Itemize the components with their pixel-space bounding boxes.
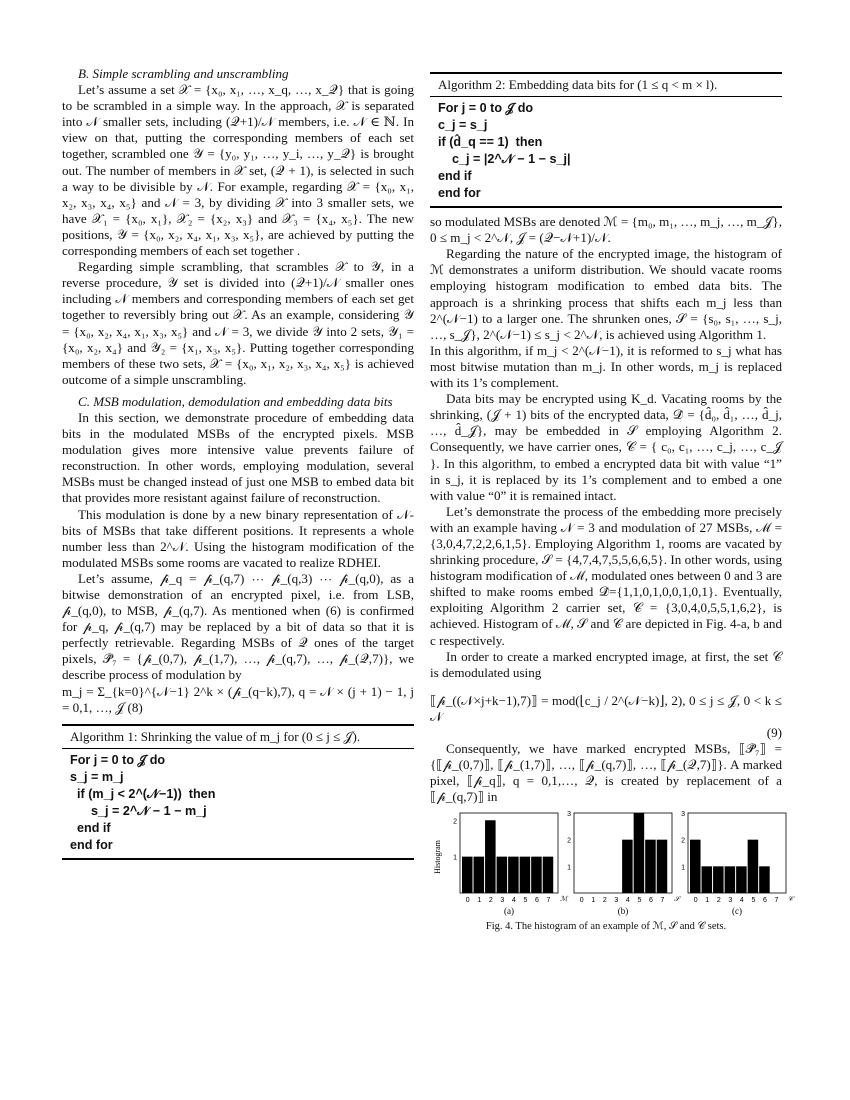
algo-line: For j = 0 to 𝒥 do bbox=[70, 752, 166, 767]
histogram-bar bbox=[485, 821, 496, 894]
y-tick-label: 1 bbox=[681, 864, 685, 872]
histogram-bar bbox=[759, 867, 770, 894]
x-tick-label: 0 bbox=[465, 897, 470, 905]
x-tick-label: 4 bbox=[739, 897, 744, 905]
x-tick-label: 0 bbox=[579, 897, 584, 905]
paragraph: In this algorithm, if m_j < 2^(𝒩−1), it is reformed to s_j what has most bitwise mutation than m_j. In other words, m_j is replaced with its 1’s complement. bbox=[430, 342, 782, 391]
right-column bbox=[430, 72, 794, 936]
y-tick-label: 1 bbox=[567, 864, 571, 872]
paragraph: Consequently, we have marked encrypted MSBs, ⟦𝒫̂₇⟧ = {⟦𝓅̂_(0,7)⟧, ⟦𝓅̂_(1,7)⟧, …, ⟦𝓅̂_(q,7)⟧, …, ⟦𝓅̂_(𝒬,7)⟧}. A marked pixel, ⟦𝓅̂_q⟧, q = 0,1,…, 𝒬, is created by replacement of a ⟦𝓅̂_(q,7)⟧ in bbox=[430, 741, 782, 805]
x-tick-label: 3 bbox=[728, 897, 733, 905]
x-tick-label: 2 bbox=[602, 897, 607, 905]
algorithm-1 bbox=[62, 724, 414, 860]
histogram-bar bbox=[543, 857, 554, 893]
histogram-bar bbox=[497, 857, 508, 893]
algo-line: c_j = s_j bbox=[438, 118, 488, 133]
histogram-bar bbox=[645, 840, 656, 893]
histogram-bar bbox=[713, 867, 724, 894]
x-tick-label: 2 bbox=[488, 897, 493, 905]
histogram-bar bbox=[690, 840, 701, 893]
algo-line: end if bbox=[438, 169, 472, 184]
x-tick-label: 3 bbox=[500, 897, 505, 905]
histogram-bar bbox=[702, 867, 713, 894]
panel-label: (a) bbox=[504, 906, 514, 917]
histogram-bar bbox=[634, 813, 645, 893]
equation-9-number: (9) bbox=[766, 725, 782, 740]
algorithm-2-body bbox=[430, 97, 782, 206]
paragraph: In this section, we demonstrate procedure of embedding data bits in the modulated MSBs of the encrypted pixels. MSB modulation gives more intensive value prevents failure of reconstruction. In other words, employing modulation, several MSBs must be changed instead of just one MSB to embed data bit that provides more resistant against failure of reconstruction. bbox=[62, 409, 414, 506]
x-tick-label: 4 bbox=[625, 897, 630, 905]
algo-line: For j = 0 to 𝒥 do bbox=[438, 101, 534, 116]
algorithm-1-body bbox=[62, 749, 414, 858]
histogram-bar bbox=[736, 867, 747, 894]
paragraph: Regarding the nature of the encrypted image, the histogram of ℳ demonstrates a uniform distribution. We should vacate rooms employing histogram modification to embed data bits. The approach is a shrinking process that shifts each m_j less than 2^(𝒩−1) to a larger one. The shrunken ones, 𝒮 = {s₀, s₁, …, s_j, …, s_𝒥}, 2^(𝒩−1) ≤ s_j < 2^𝒩, is achieved using Algorithm 1. bbox=[430, 246, 782, 342]
x-tick-label: 6 bbox=[648, 897, 653, 905]
equation-8: m_j = Σ_{k=0}^{𝒩−1} 2^k × (𝓅̂_(q−k),7), q = 𝒩 × (j + 1) − 1, j = 0,1, …, 𝒥 (8) bbox=[62, 683, 414, 715]
section-b-title: B. Simple scrambling and unscrambling bbox=[78, 66, 289, 81]
y-tick-label: 2 bbox=[681, 838, 685, 846]
x-tick-label: 6 bbox=[762, 897, 767, 905]
figure-4 bbox=[430, 807, 794, 919]
section-c-title: C. MSB modulation, demodulation and embedding data bits bbox=[78, 393, 393, 409]
x-tick-label: 3 bbox=[614, 897, 619, 905]
x-axis-label: ℳ bbox=[560, 895, 568, 904]
y-tick-label: 3 bbox=[567, 811, 571, 819]
algo-line: end for bbox=[438, 186, 481, 201]
x-tick-label: 4 bbox=[511, 897, 516, 905]
algo-line: s_j = 2^𝒩 − 1 − m_j bbox=[70, 803, 207, 818]
histogram-bar bbox=[462, 857, 473, 893]
algorithm-1-title: Algorithm 1: Shrinking the value of m_j for (0 ≤ j ≤ 𝒥). bbox=[62, 726, 414, 749]
paragraph: In order to create a marked encrypted image, at first, the set 𝒞 is demodulated using bbox=[430, 648, 782, 680]
paragraph: Regarding simple scrambling, that scrambles 𝒳 to 𝒴, in a reverse procedure, 𝒴 set is divided into (𝒬+1)/𝒩 smaller ones including 𝒩 members and corresponding members of each set get together to reversibly bring out 𝒳. As an example, considering 𝒴 = {x₀, x₂, x₄, x₁, x₃, x₅} and 𝒩 = 3, we divide 𝒴 into 2 sets, 𝒴₁ = {x₀, x₂, x₄} and 𝒴₂ = {x₁, x₃, x₅}. Putting together corresponding members of these two sets, 𝒳 = {x₀, x₁, x₂, x₃, x₄, x₅} is achieved outcome of a simple unscrambling. bbox=[62, 259, 414, 387]
histogram-bar bbox=[531, 857, 542, 893]
paragraph: so modulated MSBs are denoted ℳ = {m₀, m₁, …, m_j, …, m_𝒥}, 0 ≤ m_j < 2^𝒩, 𝒥 = (𝒬−𝒩+1)/𝒩. bbox=[430, 214, 782, 246]
algo-line: end for bbox=[70, 837, 113, 852]
left-column bbox=[62, 66, 414, 866]
figure-caption: Fig. 4. The histogram of an example of ℳ, 𝒮 and 𝒞 sets. bbox=[485, 921, 727, 933]
algo-line: if (m_j < 2^(𝒩−1)) then bbox=[70, 786, 216, 801]
histogram-bar bbox=[725, 867, 736, 894]
equation-9: ⟦𝓅̂_((𝒩×j+k−1),7)⟧ = mod(⌊c_j / 2^(𝒩−k)⌋, 2), 0 ≤ j ≤ 𝒥, 0 < k ≤ 𝒩 bbox=[430, 692, 782, 724]
x-tick-label: 1 bbox=[705, 897, 710, 905]
paragraph: Let’s assume a set 𝒳 = {x₀, x₁, …, x_q, …, x_𝒬} that is going to be scrambled in a simple way. In the approach, 𝒳 is separated into 𝒩 smaller sets, including (𝒬+1)/𝒩 members, i.e. 𝒩 ∈ ℕ. In view on that, putting the corresponding members of each set together, scrambled one 𝒴 = {y₀, y₁, …, y_i, …, y_𝒬} is brought out. The number of members in 𝒳 set, (𝒬 + 1), is selected in such a way to be divisible by 𝒩. For example, regarding 𝒳 = {x₀, x₁, x₂, x₃, x₄, x₅} and 𝒩 = 3, by dividing 𝒳 into 3 smaller sets, we have 𝒳₁ = {x₀, x₁}, 𝒳₂ = {x₂, x₃} and 𝒳₃ = {x₄, x₅}. The new positions, 𝒴 = {x₀, x₂, x₄, x₁, x₃, x₅}, are achieved by putting the corresponding members of each set together . bbox=[62, 82, 414, 259]
histogram-figure bbox=[430, 807, 794, 919]
algorithm-2-title: Algorithm 2: Embedding data bits for (1 ≤ q < m × l). bbox=[430, 74, 782, 97]
y-tick-label: 1 bbox=[453, 855, 457, 863]
y-tick-label: 2 bbox=[567, 838, 571, 846]
histogram-bar bbox=[622, 840, 633, 893]
paragraph: This modulation is done by a new binary representation of 𝒩-bits of MSBs that take different positions. It represents a whole number less than 2^𝒩. Using the histogram modification of the modulated MSBs some rooms are vacated to realize RDHEI. bbox=[62, 506, 414, 570]
x-tick-label: 6 bbox=[534, 897, 539, 905]
x-tick-label: 0 bbox=[693, 897, 698, 905]
histogram-bar bbox=[520, 857, 531, 893]
algo-line: s_j = m_j bbox=[70, 769, 124, 784]
y-axis-label: Histogram bbox=[433, 840, 442, 875]
x-tick-label: 7 bbox=[660, 897, 665, 905]
x-tick-label: 5 bbox=[523, 897, 528, 905]
histogram-bar bbox=[474, 857, 485, 893]
algorithm-2 bbox=[430, 72, 782, 208]
paragraph: Let’s demonstrate the process of the embedding more precisely with an example having 𝒩 = 3 and modulation of 27 MSBs, ℳ = {3,0,4,7,2,2,6,1,5}. Employing Algorithm 1, rooms are vacated by shrinking procedure, 𝒮 = {4,7,4,7,5,5,6,6,5}. In other words, using histogram modification of ℳ, modulated ones between 0 and 3 are shifted to make rooms embed 𝒟̂={1,1,0,1,0,0,1,0,1}. Eventually, exploiting Algorithm 2 carrier set, 𝒞 = {3,0,4,0,5,5,1,6,2}, is achieved. Histogram of ℳ, 𝒮 and 𝒞 are depicted in Fig. 4-a, b and c respectively. bbox=[430, 503, 782, 648]
algo-line: if (d̂_q == 1) then bbox=[438, 135, 543, 150]
x-tick-label: 1 bbox=[477, 897, 482, 905]
y-tick-label: 3 bbox=[681, 811, 685, 819]
panel-label: (b) bbox=[617, 906, 629, 917]
x-tick-label: 7 bbox=[546, 897, 551, 905]
x-axis-label: 𝒮 bbox=[674, 895, 680, 904]
x-tick-label: 5 bbox=[637, 897, 642, 905]
y-tick-label: 2 bbox=[453, 818, 457, 826]
histogram-bar bbox=[657, 840, 668, 893]
histogram-bar bbox=[508, 857, 519, 893]
x-tick-label: 1 bbox=[591, 897, 596, 905]
algo-line: c_j = |2^𝒩 − 1 − s_j| bbox=[438, 152, 571, 167]
paragraph: Let’s assume, 𝓅̂_q = 𝓅̂_(q,7) ⋯ 𝓅̂_(q,3) ⋯ 𝓅̂_(q,0), as a bitwise demonstration of an encrypted pixel, i.e. from LSB, 𝓅̂_(q,0), to MSB, 𝓅̂_(q,7). As mentioned when (6) is confirmed for 𝓅_q, 𝓅̂_(q,7) may be replaced by a bit of data so that it is perfectly retrievable. Regarding MSBs of 𝒬 ones of the target pixels, 𝒫̂₇ = {𝓅̂_(0,7), 𝓅̂_(1,7), …, 𝓅̂_(q,7), …, 𝓅̂_(𝒬,7)}, we describe process of modulation by bbox=[62, 570, 414, 683]
histogram-bar bbox=[748, 840, 759, 893]
algo-line: end if bbox=[70, 820, 111, 835]
panel-label: (c) bbox=[732, 906, 742, 917]
x-tick-label: 7 bbox=[774, 897, 779, 905]
x-tick-label: 2 bbox=[716, 897, 721, 905]
x-tick-label: 5 bbox=[751, 897, 756, 905]
paragraph: Data bits may be encrypted using K_d. Vacating rooms by the shrinking, (𝒥 + 1) bits of the encrypted data, 𝒟̂ = {d̂₀, d̂₁, …, d̂_j, …, d̂_𝒥}, may be embedded in 𝒮 employing Algorithm 2. Consequently, we have carrier ones, 𝒞 = { c₀, c₁, …, c_j, …, c_𝒥 }. In this algorithm, to embed a encrypted data bit with value “1” in s_j, it is replaced by its 1’s complement and to embed a one with value “0” it is remained intact. bbox=[430, 391, 782, 503]
x-axis-label: 𝒞 bbox=[788, 895, 794, 904]
